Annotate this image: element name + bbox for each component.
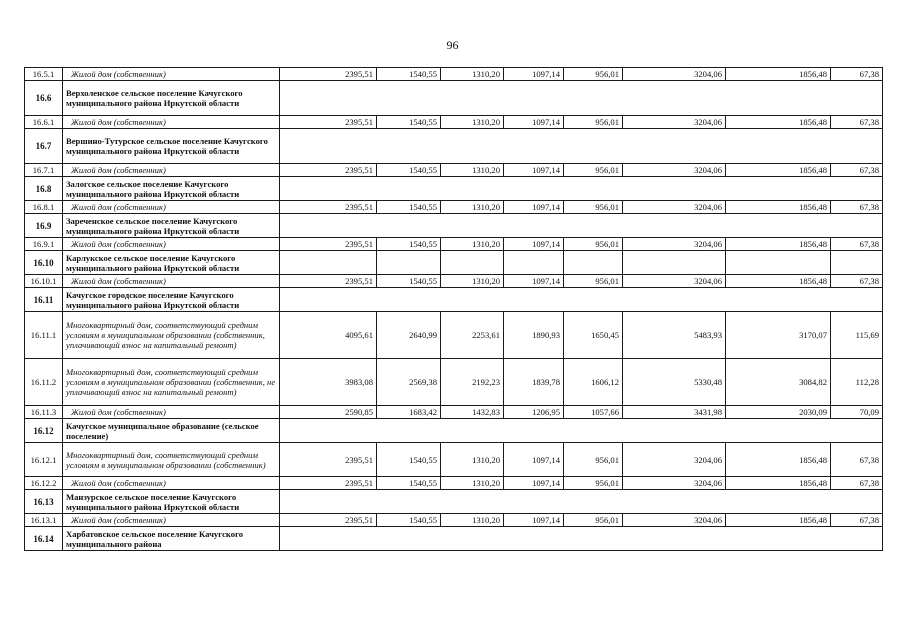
tariff-table xyxy=(24,67,883,551)
section-code: 16.9 xyxy=(25,214,63,238)
table-row xyxy=(25,443,883,477)
value-cell: 67,38 xyxy=(831,116,883,129)
section-heading-row xyxy=(25,214,883,238)
value-cell: 3204,06 xyxy=(623,116,726,129)
section-heading-row xyxy=(25,177,883,201)
value-cell: 1650,45 xyxy=(564,312,623,359)
section-code: 16.11 xyxy=(25,288,63,312)
value-cell: 1097,14 xyxy=(504,201,564,214)
value-cell: 1540,55 xyxy=(377,275,441,288)
section-heading-row xyxy=(25,251,883,275)
section-code: 16.6 xyxy=(25,81,63,116)
value-cell: 3204,06 xyxy=(623,514,726,527)
section-heading: Качугское муниципальное образование (сельское поселение) xyxy=(63,419,280,443)
section-code: 16.10 xyxy=(25,251,63,275)
empty-cell xyxy=(504,251,564,275)
value-cell: 956,01 xyxy=(564,275,623,288)
value-cell: 67,38 xyxy=(831,68,883,81)
value-cell: 2395,51 xyxy=(280,443,377,477)
row-code: 16.13.1 xyxy=(25,514,63,527)
value-cell: 67,38 xyxy=(831,514,883,527)
value-cell: 1856,48 xyxy=(726,116,831,129)
value-cell: 1310,20 xyxy=(441,238,504,251)
value-cell: 67,38 xyxy=(831,238,883,251)
row-code: 16.9.1 xyxy=(25,238,63,251)
value-cell: 2395,51 xyxy=(280,275,377,288)
section-heading-row xyxy=(25,81,883,116)
section-heading: Зареченское сельское поселение Качугского муниципального района Иркутской области xyxy=(63,214,280,238)
row-name: Жилой дом (собственник) xyxy=(63,477,280,490)
value-cell: 1540,55 xyxy=(377,514,441,527)
empty-cell xyxy=(441,251,504,275)
section-heading: Качугское городское поселение Качугского муниципального района Иркутской области xyxy=(63,288,280,312)
empty-cell xyxy=(280,81,883,116)
value-cell: 67,38 xyxy=(831,201,883,214)
value-cell: 5483,93 xyxy=(623,312,726,359)
value-cell: 1856,48 xyxy=(726,275,831,288)
row-code: 16.6.1 xyxy=(25,116,63,129)
value-cell: 1856,48 xyxy=(726,443,831,477)
section-heading-row xyxy=(25,490,883,514)
table-row xyxy=(25,477,883,490)
value-cell: 1856,48 xyxy=(726,238,831,251)
value-cell: 2569,38 xyxy=(377,359,441,406)
value-cell: 1057,66 xyxy=(564,406,623,419)
row-name: Многоквартирный дом, соответствующий средним условиям в муниципальном образовании (собственник) xyxy=(63,443,280,477)
row-code: 16.11.1 xyxy=(25,312,63,359)
value-cell: 2395,51 xyxy=(280,68,377,81)
section-heading: Манзурское сельское поселение Качугского муниципального района Иркутской области xyxy=(63,490,280,514)
empty-cell xyxy=(726,251,831,275)
value-cell: 2395,51 xyxy=(280,164,377,177)
value-cell: 2253,61 xyxy=(441,312,504,359)
value-cell: 67,38 xyxy=(831,164,883,177)
row-name: Жилой дом (собственник) xyxy=(63,514,280,527)
value-cell: 1856,48 xyxy=(726,164,831,177)
value-cell: 956,01 xyxy=(564,443,623,477)
value-cell: 1890,93 xyxy=(504,312,564,359)
value-cell: 1310,20 xyxy=(441,443,504,477)
empty-cell xyxy=(377,251,441,275)
empty-cell xyxy=(280,129,883,164)
value-cell: 956,01 xyxy=(564,116,623,129)
value-cell: 3204,06 xyxy=(623,68,726,81)
value-cell: 3431,98 xyxy=(623,406,726,419)
value-cell: 956,01 xyxy=(564,514,623,527)
value-cell: 1540,55 xyxy=(377,68,441,81)
row-name: Жилой дом (собственник) xyxy=(63,201,280,214)
value-cell: 1097,14 xyxy=(504,275,564,288)
value-cell: 3204,06 xyxy=(623,238,726,251)
section-code: 16.8 xyxy=(25,177,63,201)
value-cell: 1097,14 xyxy=(504,477,564,490)
value-cell: 1540,55 xyxy=(377,238,441,251)
empty-cell xyxy=(280,527,883,551)
value-cell: 67,38 xyxy=(831,275,883,288)
section-heading: Залогское сельское поселение Качугского муниципального района Иркутской области xyxy=(63,177,280,201)
value-cell: 3204,06 xyxy=(623,164,726,177)
value-cell: 1856,48 xyxy=(726,201,831,214)
section-heading-row xyxy=(25,129,883,164)
value-cell: 1206,95 xyxy=(504,406,564,419)
row-code: 16.11.3 xyxy=(25,406,63,419)
row-code: 16.5.1 xyxy=(25,68,63,81)
table-row xyxy=(25,164,883,177)
table-row xyxy=(25,312,883,359)
value-cell: 4095,61 xyxy=(280,312,377,359)
value-cell: 2640,99 xyxy=(377,312,441,359)
value-cell: 3204,06 xyxy=(623,443,726,477)
section-code: 16.14 xyxy=(25,527,63,551)
value-cell: 1310,20 xyxy=(441,275,504,288)
empty-cell xyxy=(280,288,883,312)
empty-cell xyxy=(280,490,883,514)
empty-cell xyxy=(831,251,883,275)
section-heading-row xyxy=(25,419,883,443)
value-cell: 1310,20 xyxy=(441,68,504,81)
value-cell: 1310,20 xyxy=(441,116,504,129)
row-name: Многоквартирный дом, соответствующий средним условиям в муниципальном образовании (собственник, не уплачивающий взнос на капитальный ремонт) xyxy=(63,359,280,406)
value-cell: 956,01 xyxy=(564,68,623,81)
value-cell: 1540,55 xyxy=(377,164,441,177)
section-code: 16.7 xyxy=(25,129,63,164)
value-cell: 1097,14 xyxy=(504,116,564,129)
row-name: Жилой дом (собственник) xyxy=(63,68,280,81)
row-name: Жилой дом (собственник) xyxy=(63,116,280,129)
value-cell: 1097,14 xyxy=(504,68,564,81)
value-cell: 3983,08 xyxy=(280,359,377,406)
page-number: 96 xyxy=(446,38,459,52)
value-cell: 1540,55 xyxy=(377,477,441,490)
empty-cell xyxy=(623,251,726,275)
value-cell: 1540,55 xyxy=(377,201,441,214)
section-heading-row xyxy=(25,527,883,551)
value-cell: 1839,78 xyxy=(504,359,564,406)
row-name: Жилой дом (собственник) xyxy=(63,406,280,419)
value-cell: 1310,20 xyxy=(441,477,504,490)
value-cell: 112,28 xyxy=(831,359,883,406)
row-name: Жилой дом (собственник) xyxy=(63,164,280,177)
row-code: 16.12.1 xyxy=(25,443,63,477)
value-cell: 115,69 xyxy=(831,312,883,359)
empty-cell xyxy=(280,419,883,443)
value-cell: 1097,14 xyxy=(504,164,564,177)
value-cell: 67,38 xyxy=(831,443,883,477)
value-cell: 1683,42 xyxy=(377,406,441,419)
row-code: 16.12.2 xyxy=(25,477,63,490)
value-cell: 2395,51 xyxy=(280,201,377,214)
value-cell: 67,38 xyxy=(831,477,883,490)
value-cell: 1097,14 xyxy=(504,514,564,527)
section-code: 16.12 xyxy=(25,419,63,443)
row-code: 16.10.1 xyxy=(25,275,63,288)
value-cell: 1856,48 xyxy=(726,477,831,490)
value-cell: 1856,48 xyxy=(726,68,831,81)
value-cell: 1310,20 xyxy=(441,164,504,177)
value-cell: 2395,51 xyxy=(280,514,377,527)
empty-cell xyxy=(564,251,623,275)
value-cell: 2395,51 xyxy=(280,116,377,129)
section-heading: Харбатовское сельское поселение Качугского муниципального района xyxy=(63,527,280,551)
section-heading: Вершино-Тутурское сельское поселение Качугского муниципального района Иркутской области xyxy=(63,129,280,164)
value-cell: 956,01 xyxy=(564,201,623,214)
table-row xyxy=(25,201,883,214)
value-cell: 5330,48 xyxy=(623,359,726,406)
value-cell: 1856,48 xyxy=(726,514,831,527)
value-cell: 3170,07 xyxy=(726,312,831,359)
section-heading: Верхоленское сельское поселение Качугского муниципального района Иркутской области xyxy=(63,81,280,116)
value-cell: 3084,82 xyxy=(726,359,831,406)
section-code: 16.13 xyxy=(25,490,63,514)
value-cell: 956,01 xyxy=(564,164,623,177)
value-cell: 1310,20 xyxy=(441,201,504,214)
value-cell: 3204,06 xyxy=(623,275,726,288)
value-cell: 3204,06 xyxy=(623,201,726,214)
value-cell: 2395,51 xyxy=(280,477,377,490)
value-cell: 1310,20 xyxy=(441,514,504,527)
table-row xyxy=(25,359,883,406)
table-row xyxy=(25,116,883,129)
row-name: Жилой дом (собственник) xyxy=(63,238,280,251)
value-cell: 2030,09 xyxy=(726,406,831,419)
section-heading: Карлукское сельское поселение Качугского муниципального района Иркутской области xyxy=(63,251,280,275)
value-cell: 1606,12 xyxy=(564,359,623,406)
table-row xyxy=(25,406,883,419)
value-cell: 1540,55 xyxy=(377,443,441,477)
value-cell: 70,09 xyxy=(831,406,883,419)
row-code: 16.8.1 xyxy=(25,201,63,214)
value-cell: 2192,23 xyxy=(441,359,504,406)
value-cell: 1432,83 xyxy=(441,406,504,419)
row-code: 16.11.2 xyxy=(25,359,63,406)
table-row xyxy=(25,514,883,527)
row-name: Жилой дом (собственник) xyxy=(63,275,280,288)
value-cell: 2590,85 xyxy=(280,406,377,419)
table-row xyxy=(25,68,883,81)
value-cell: 1097,14 xyxy=(504,238,564,251)
value-cell: 1540,55 xyxy=(377,116,441,129)
empty-cell xyxy=(280,177,883,201)
section-heading-row xyxy=(25,288,883,312)
table-row xyxy=(25,275,883,288)
table-row xyxy=(25,238,883,251)
value-cell: 956,01 xyxy=(564,477,623,490)
value-cell: 956,01 xyxy=(564,238,623,251)
empty-cell xyxy=(280,214,883,238)
value-cell: 3204,06 xyxy=(623,477,726,490)
empty-cell xyxy=(280,251,377,275)
row-name: Многоквартирный дом, соответствующий средним условиям в муниципальном образовании (собственник, уплачивающий взнос на капитальный ремонт) xyxy=(63,312,280,359)
value-cell: 1097,14 xyxy=(504,443,564,477)
value-cell: 2395,51 xyxy=(280,238,377,251)
row-code: 16.7.1 xyxy=(25,164,63,177)
